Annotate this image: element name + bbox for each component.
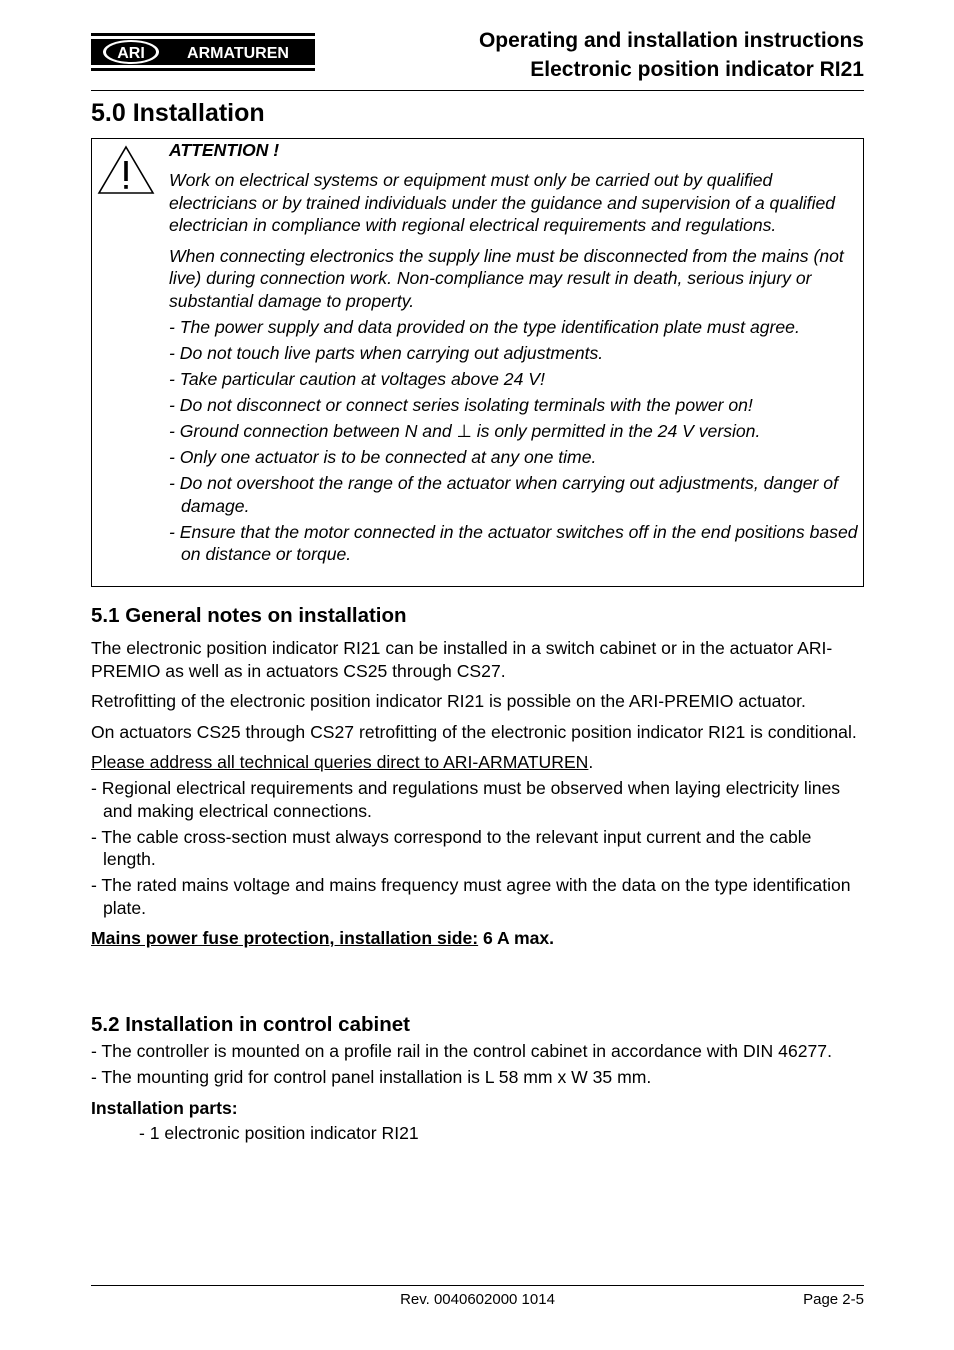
general-notes-list-item: - Regional electrical requirements and regulations must be observed when laying electricity lines and making electrical connections. xyxy=(91,778,841,821)
attention-list-item: - Ground connection between N and ⊥ is only permitted in the 24 V version. xyxy=(169,421,761,441)
attention-list-item: - Ensure that the motor connected in the actuator switches off in the end positions based on distance or torque. xyxy=(169,521,858,564)
control-cabinet-list-item: - The controller is mounted on a profile rail in the control cabinet in accordance with DIN 46277. xyxy=(91,1041,832,1061)
installation-parts-item: - 1 electronic position indicator RI21 xyxy=(139,1123,419,1143)
attention-paragraph: Work on electrical systems or equipment must only be carried out by qualified electricians or by trained individuals under the guidance and supervision of a qualified electrician in compliance with regional electrical requirements and regulations. xyxy=(169,170,836,235)
fuse-protection-label: Mains power fuse protection, installation side: xyxy=(91,928,479,948)
queries-note xyxy=(91,751,864,774)
footer-divider xyxy=(91,1285,864,1286)
attention-list-item: - Do not overshoot the range of the actuator when carrying out adjustments, danger of damage. xyxy=(169,473,838,516)
attention-list-item: - Only one actuator is to be connected at any one time. xyxy=(169,447,597,467)
warning-triangle-icon xyxy=(97,145,155,195)
logo-brand-text: ARMATUREN xyxy=(187,45,289,62)
document-title xyxy=(479,26,864,84)
body-paragraph: Retrofitting of the electronic position indicator RI21 is possible on the ARI-PREMIO actuator. xyxy=(91,691,806,711)
control-cabinet-body xyxy=(91,1040,864,1145)
attention-list-item: - Take particular caution at voltages above 24 V! xyxy=(169,369,545,389)
section-title-control-cabinet: 5.2 Installation in control cabinet xyxy=(91,1013,410,1036)
attention-list-item: - Do not touch live parts when carrying out adjustments. xyxy=(169,343,604,363)
attention-box xyxy=(91,138,864,587)
header-divider xyxy=(91,90,864,91)
footer-page-number: Page 2-5 xyxy=(803,1291,864,1308)
document-title-line1: Operating and installation instructions xyxy=(478,29,864,52)
attention-content xyxy=(169,139,859,566)
footer-revision: Rev. 0040602000 1014 xyxy=(400,1291,555,1308)
ari-armaturen-logo xyxy=(91,33,315,71)
body-paragraph: On actuators CS25 through CS27 retrofitting of the electronic position indicator RI21 is conditional. xyxy=(91,721,857,742)
control-cabinet-list-item: - The mounting grid for control panel installation is L 58 mm x W 35 mm. xyxy=(91,1067,652,1087)
attention-list-item: - The power supply and data provided on the type identification plate must agree. xyxy=(169,317,800,337)
section-title-installation: 5.0 Installation xyxy=(91,99,265,127)
general-notes-list-item: - The rated mains voltage and mains frequency must agree with the data on the type identification plate. xyxy=(91,875,851,918)
queries-note-underlined: Please address all technical queries direct to ARI-ARMATUREN xyxy=(91,752,589,772)
fuse-protection-line xyxy=(91,927,864,950)
body-paragraph: The electronic position indicator RI21 can be installed in a switch cabinet or in the actuator ARI-PREMIO as well as in actuators CS25 through CS27. xyxy=(91,638,833,681)
general-notes-list-item: - The cable cross-section must always correspond to the relevant input current and the cable length. xyxy=(91,826,812,869)
general-notes-body xyxy=(91,637,864,950)
attention-heading: ATTENTION ! xyxy=(169,140,280,160)
installation-parts-label: Installation parts: xyxy=(91,1097,238,1118)
fuse-protection-value: 6 A max. xyxy=(478,928,555,948)
document-title-line2: Electronic position indicator RI21 xyxy=(530,58,864,81)
queries-note-end: . xyxy=(588,752,594,772)
attention-list-item: - Do not disconnect or connect series isolating terminals with the power on! xyxy=(169,395,753,415)
section-title-general-notes: 5.1 General notes on installation xyxy=(91,604,407,627)
logo-ari-text: ARI xyxy=(117,45,145,62)
attention-paragraph: When connecting electronics the supply line must be disconnected from the mains (not live) during connection work. Non-compliance may result in death, serious injury or substantial damage to property. xyxy=(169,245,844,311)
